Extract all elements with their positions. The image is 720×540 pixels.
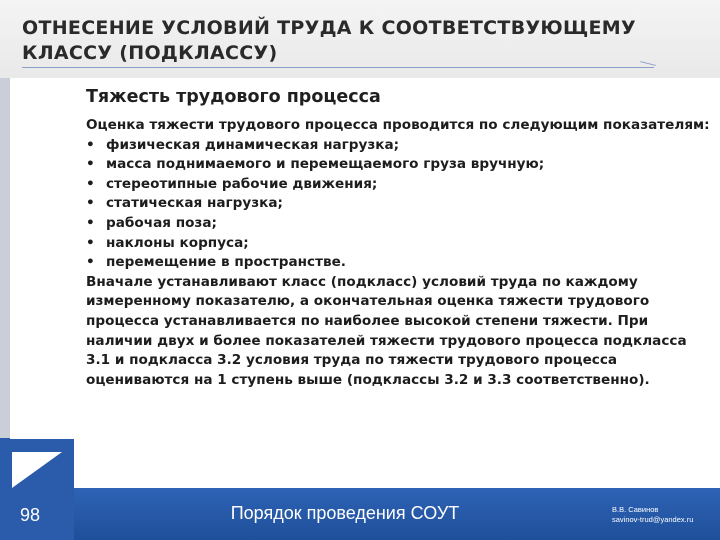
- indicator-item: [86, 155, 714, 175]
- intro-paragraph: Оценка тяжести трудового процесса проводится по следующим показателям:: [86, 117, 710, 133]
- indicator-item: [86, 175, 714, 195]
- indicator-text: наклоны корпуса;: [106, 234, 249, 251]
- bullet-icon: •: [86, 195, 95, 212]
- author-info: [612, 505, 720, 525]
- indicator-item: [86, 194, 714, 214]
- slide-title-line-1: ОТНЕСЕНИЕ УСЛОВИЙ ТРУДА К СООТВЕТСТВУЮЩЕМУ: [22, 17, 636, 39]
- slide-body: [86, 82, 714, 390]
- title-underline: [22, 67, 654, 68]
- indicator-item: [86, 234, 714, 254]
- author-email: savinov-trud@yandex.ru: [612, 515, 694, 524]
- page-number: 98: [20, 505, 41, 525]
- bullet-icon: •: [86, 156, 95, 173]
- bullet-icon: •: [86, 234, 95, 251]
- indicator-item: [86, 214, 714, 234]
- indicator-text: рабочая поза;: [106, 214, 217, 231]
- corner-divider: [10, 437, 74, 439]
- bullet-icon: •: [86, 254, 95, 271]
- bullet-icon: •: [86, 175, 95, 192]
- indicator-list: [86, 136, 714, 273]
- bullet-icon: •: [86, 214, 95, 231]
- indicator-item: [86, 136, 714, 156]
- slide-title: [22, 16, 702, 66]
- author-name: В.В. Савинов: [612, 505, 659, 514]
- indicator-text: физическая динамическая нагрузка;: [106, 136, 400, 153]
- left-accent-bar: [0, 78, 10, 460]
- indicator-text: масса поднимаемого и перемещаемого груза вручную;: [106, 156, 545, 173]
- indicator-item: [86, 253, 714, 273]
- bullet-icon: •: [86, 136, 95, 153]
- indicator-text: статическая нагрузка;: [106, 195, 283, 212]
- footer-title: Порядок проведения СОУТ: [230, 503, 460, 523]
- indicator-text: стереотипные рабочие движения;: [106, 175, 378, 192]
- indicator-text: перемещение в пространстве.: [106, 254, 346, 271]
- section-subtitle: Тяжесть трудового процесса: [86, 87, 381, 107]
- conclusion-paragraph: Вначале устанавливают класс (подкласс) условий труда по каждому измеренному показателю, а окончательная оценка тяжести трудового процесса устанавливается по наиболее высокой степени тяжести. При наличии двух и более показателей тяжести трудового процесса подкласса 3.1 и подкласса 3.2 условия труда по тяжести трудового процесса оцениваются на 1 ступень выше (подклассы 3.2 и 3.3 соответственно).: [86, 273, 687, 388]
- corner-triangle: [12, 452, 62, 488]
- slide-title-line-2: КЛАССУ (ПОДКЛАССУ): [22, 42, 278, 64]
- title-block: [0, 0, 720, 78]
